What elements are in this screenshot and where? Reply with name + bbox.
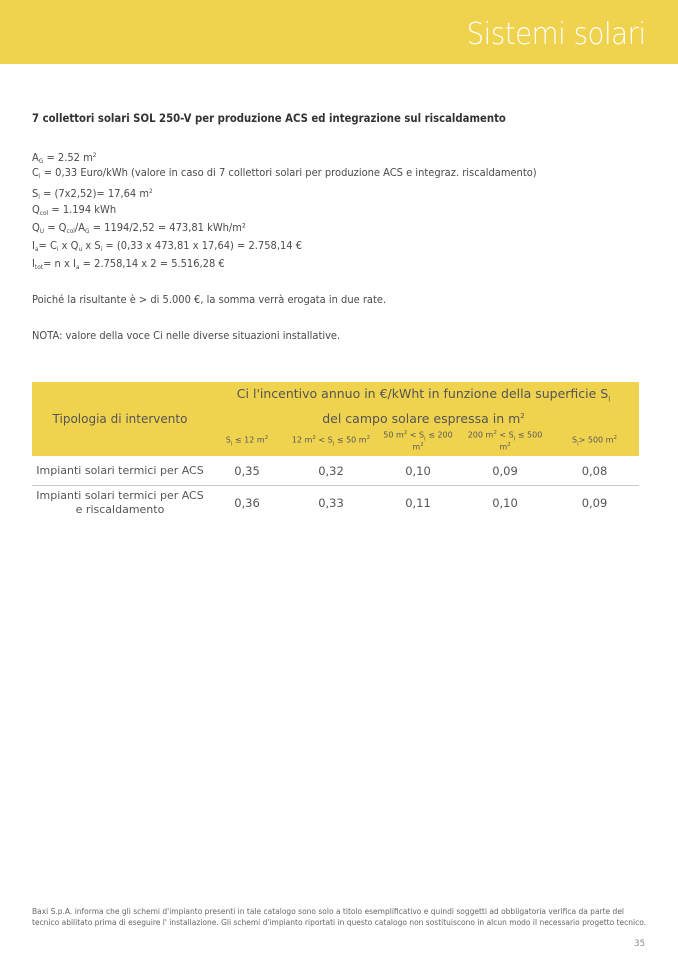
row-value: 0,33 (318, 496, 344, 510)
header-range: $S_l> 500$ $m^2$ (550, 429, 639, 456)
header-tipologia: Tipologia di intervento (32, 382, 208, 456)
page-number: 35 (634, 939, 645, 949)
row-value: 0,32 (286, 456, 376, 486)
note-risultante: Poiché la risultante è > di 5.000 €, la somma verrà erogata in due rate. (32, 293, 387, 306)
row-value: 0,10 (492, 496, 518, 510)
row-tipologia: Impianti solari termici per ACS e riscaldamento (36, 489, 204, 516)
formula-ag: $A_G = 2.52$ $m^2$ (32, 151, 97, 165)
formula-block (32, 146, 593, 273)
header-range: 12 $m^2 < S_l \le 50$ $m^2$ (286, 429, 376, 456)
header-range: $S_l \le 12$ $m^2$ (208, 429, 286, 456)
formula-qcol: $Q_{col} = 1.194$ kWh (32, 202, 117, 217)
table-row (32, 456, 639, 486)
row-value: 0,08 (550, 456, 639, 486)
note-ci: NOTA: valore della voce Ci nelle diverse situazioni installative. (32, 329, 341, 342)
row-tipologia: Impianti solari termici per ACS (32, 456, 208, 486)
row-value: 0,36 (234, 496, 260, 510)
section-title: 7 collettori solari SOL 250-V per produzione ACS ed integrazione sul riscaldamento (32, 111, 506, 125)
header-range: 50 $m^2 < S_l \le 200$ $m^2$ (376, 429, 460, 456)
row-value: 0,09 (460, 456, 550, 486)
table-row (32, 486, 639, 521)
formula-itot: $I_{tot}= n$ x $I_a = 2.758,14$ x 2 = 5.516,28 € (32, 257, 225, 272)
row-value: 0,35 (208, 456, 286, 486)
header-range: 200 $m^2 < S_l \le 500$ $m^2$ (460, 429, 550, 456)
formula-ia: $I_a= C_i$ x $Q_u$ x $S_i = (0,33$ x 473,81 x 17,64) = 2.758,14 € (32, 238, 303, 253)
formula-si: $S_l = (7x2,52)= 17,64$ $m^2$ (32, 187, 153, 202)
header-incentivo: Ci l'incentivo annuo in €/kWht in funzione della superficie $S_l$ del campo solare espressa in $m^2$ (208, 382, 639, 429)
row-value: 0,10 (376, 456, 460, 486)
page-title: Sistemi solari (466, 17, 646, 52)
formula-ci: $C_i = 0,33$ Euro/kWh (valore in caso di 7 collettori solari per produzione ACS e integraz. riscaldamento) (32, 166, 537, 181)
formula-qu: $Q_U = Q_{col}/A_G = 1194/2,52 = 473,81$ kWh/m² (32, 220, 246, 235)
row-value: 0,09 (581, 496, 608, 510)
row-value: 0,11 (405, 496, 431, 510)
incentive-table (32, 382, 639, 520)
footer-disclaimer: Baxi S.p.A. informa che gli schemi d'impianto presenti in tale catalogo sono solo a titolo esemplificativo e quindi soggetti ad obbligatoria verifica da parte del tecnico abilitato prima di eseguire l' installazione. Gli schemi d'impianto riportati in questo catalogo non sostituiscono in alcun modo il necessario progetto tecnico. (32, 907, 647, 927)
